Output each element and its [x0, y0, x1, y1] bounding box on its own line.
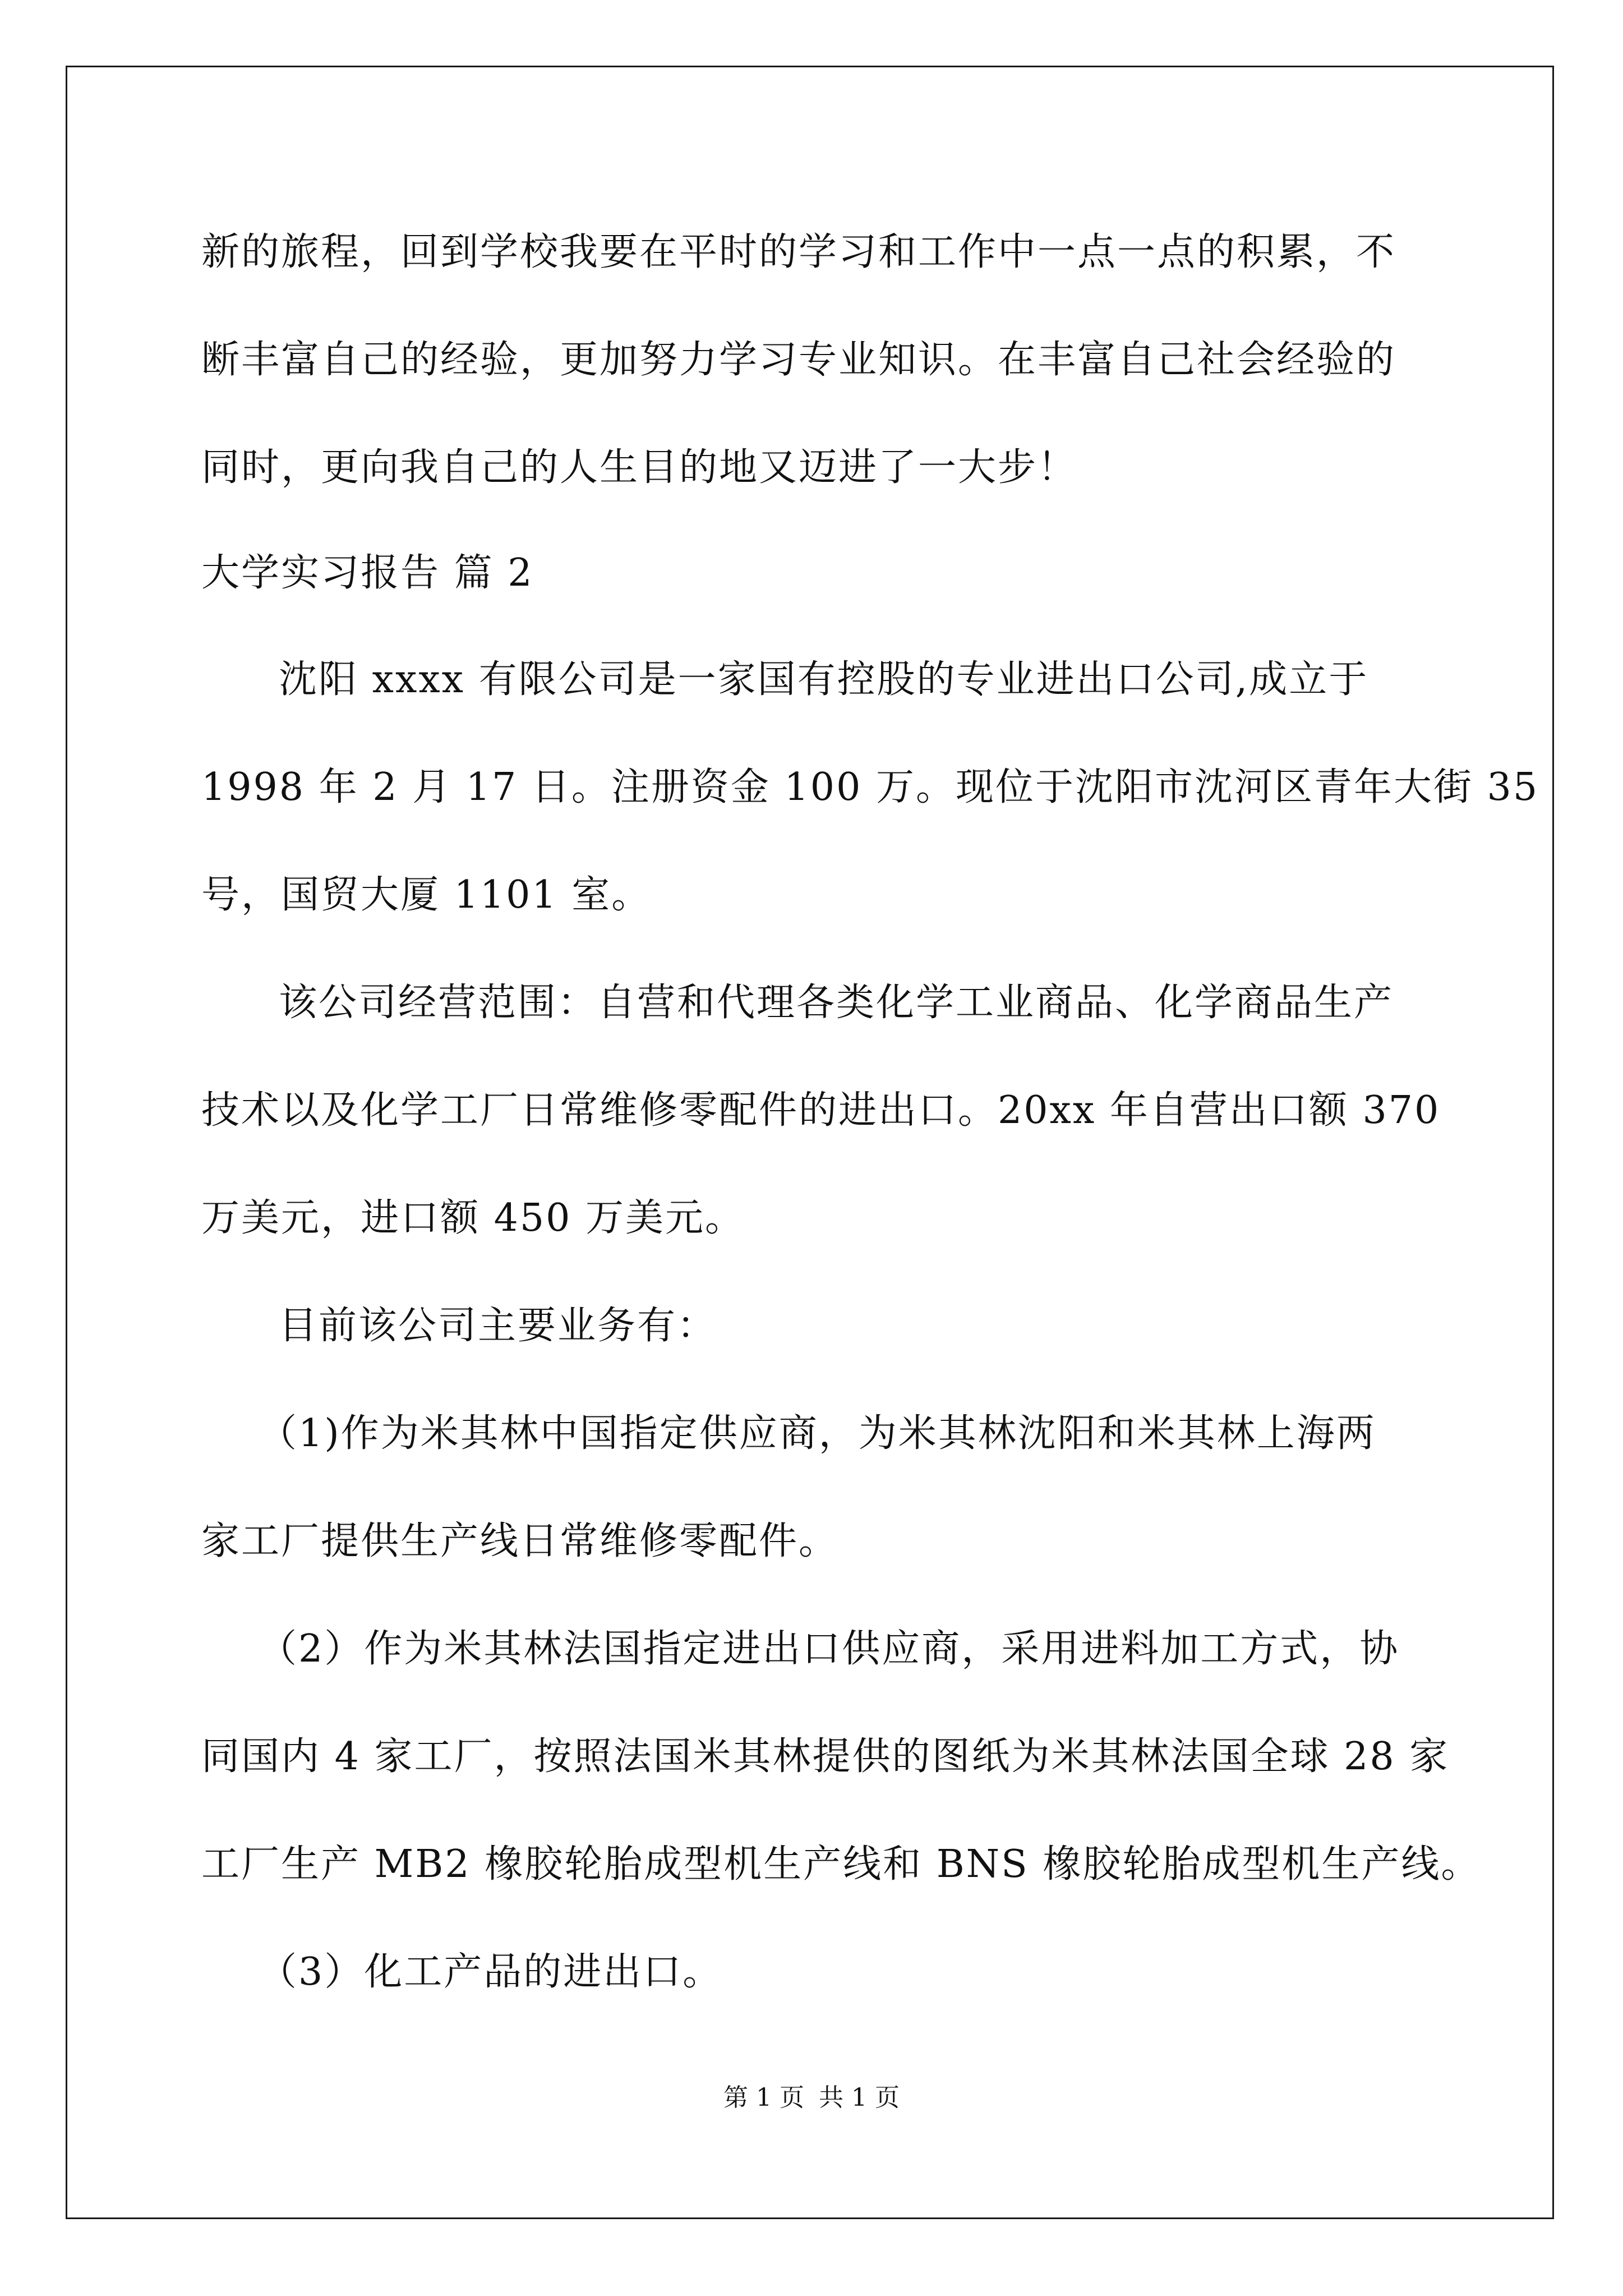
body-line-5: 沈阳 xxxx 有限公司是一家国有控股的专业进出口公司,成立于: [279, 657, 1369, 702]
body-line-2: 断丰富自己的经验，更加努力学习专业知识。在丰富自己社会经验的: [201, 338, 1396, 382]
body-line-3: 同时，更向我自己的人生目的地又迈进了一大步！: [201, 445, 1078, 490]
body-line-8: 该公司经营范围：自营和代理各类化学工业商品、化学商品生产: [279, 981, 1394, 1025]
body-line-1: 新的旅程，回到学校我要在平时的学习和工作中一点一点的积累，不: [201, 230, 1396, 274]
page-border: [66, 66, 1554, 2219]
body-line-16: 工厂生产 MB2 橡胶轮胎成型机生产线和 BNS 橡胶轮胎成型机生产线。: [201, 1842, 1481, 1887]
body-line-14: （2）作为米其林法国指定进出口供应商，采用进料加工方式，协: [259, 1627, 1400, 1671]
section-heading: 大学实习报告 篇 2: [201, 551, 534, 595]
body-line-11: 目前该公司主要业务有：: [279, 1304, 717, 1348]
body-line-17: （3）化工产品的进出口。: [259, 1950, 723, 1994]
page-footer: [0, 2083, 1623, 2112]
body-line-15: 同国内 4 家工厂，按照法国米其林提供的图纸为米其林法国全球 28 家: [201, 1734, 1450, 1779]
body-line-10: 万美元，进口额 450 万美元。: [201, 1196, 745, 1240]
page-total: 共 1 页: [819, 2083, 900, 2112]
body-line-7: 号，国贸大厦 1101 室。: [201, 873, 652, 917]
body-line-12: （1)作为米其林中国指定供应商，为米其林沈阳和米其林上海两: [259, 1411, 1376, 1456]
body-line-13: 家工厂提供生产线日常维修零配件。: [201, 1519, 839, 1563]
body-line-9: 技术以及化学工厂日常维修零配件的进出口。20xx 年自营出口额 370: [201, 1088, 1441, 1133]
body-line-6: 1998 年 2 月 17 日。注册资金 100 万。现位于沈阳市沈河区青年大街 35: [201, 765, 1539, 809]
page-number: 第 1 页: [723, 2083, 804, 2112]
